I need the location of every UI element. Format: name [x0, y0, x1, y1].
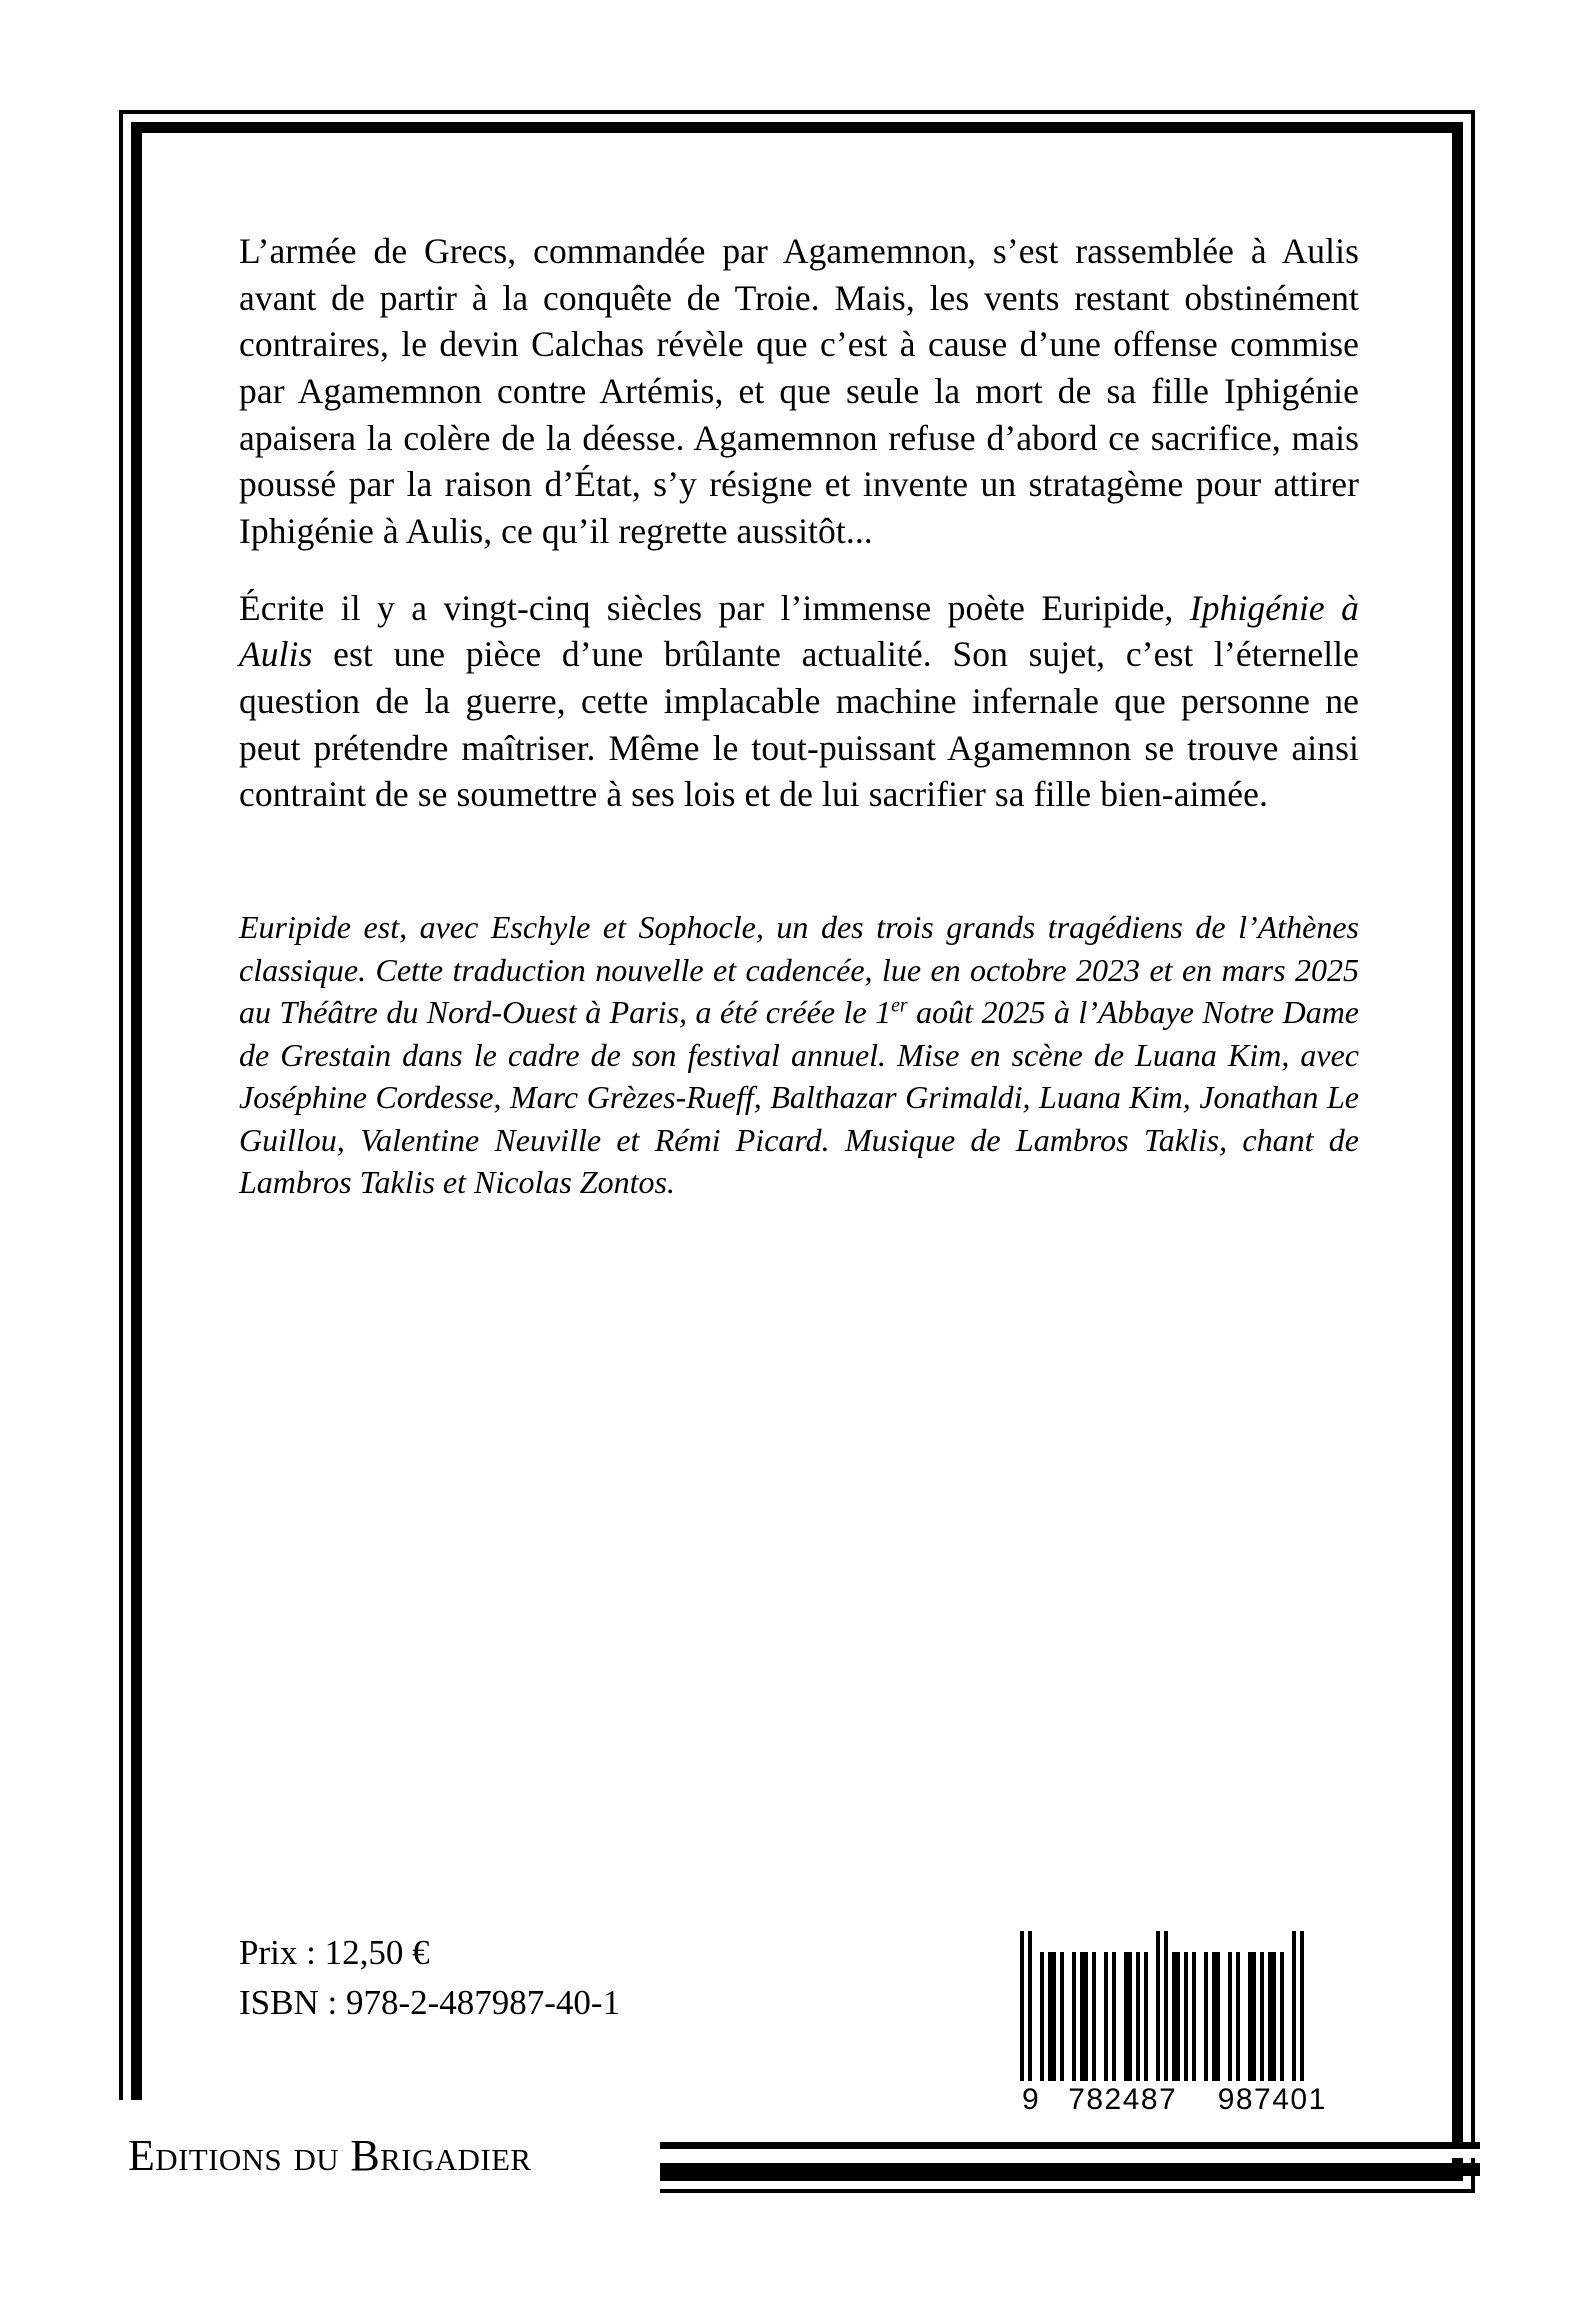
barcode-bars [1020, 1931, 1349, 2081]
publisher-rule-thin [660, 2142, 1480, 2149]
barcode-digit-group-3: 987401 [1217, 2083, 1327, 2116]
production-note-ordinal-suffix: er [891, 994, 908, 1017]
synopsis-paragraph-1: L’armée de Grecs, commandée par Agamemnon, s’est rassemblée à Aulis avant de partir à la conquête de Troie. Mais, les vents restant obstinément contraires, le devin Calchas révèle que c’est à cause d’une offense commise par Agamemnon contre Artémis, et que seule la mort de sa fille Iphigénie apaisera la colère de la déesse. Agamemnon refuse d’abord ce sacrifice, mais poussé par la raison d’État, s’y résigne et invente un stratagème pour attirer Iphigénie à Aulis, ce qu’il regrette aussitôt... [239, 231, 1359, 552]
synopsis-paragraph-2 [239, 585, 1359, 818]
publisher-rule-thick [660, 2163, 1480, 2176]
synopsis-paragraph-2-tail: est une pièce d’une brûlante actualité. Son sujet, c’est l’éternelle question de la guerre, cette implacable machine infernale que personne ne peut prétendre maîtriser. Même le tout-puissant Agamemnon se trouve ainsi contraint de se soumettre à ses lois et de lui sacrifier sa fille bien-aimée. [239, 634, 1359, 815]
price-line: Prix : 12,50 € [239, 1933, 430, 1972]
isbn-barcode [1012, 1925, 1357, 2121]
production-note-part-1: Euripide est, avec Eschyle et Sophocle, un des trois grands tragédiens de l’Athènes classique. Cette traduction nouvelle et cadencée, lue en octobre 2023 et en mars 2025 au Théâtre du Nord-Ouest à Paris, a été créée le 1 [239, 909, 1359, 1031]
barcode-digit-group-2: 782487 [1068, 2083, 1178, 2116]
price-isbn-block [239, 1928, 620, 2027]
barcode-digits [1020, 2083, 1349, 2117]
isbn-line: ISBN : 978-2-487987-40-1 [239, 1982, 621, 2022]
frame-break-mask-right [640, 2148, 1500, 2158]
synopsis-paragraph-2-lead: Écrite il y a vingt-cinq siècles par l’immense poète Euripide, [239, 587, 1190, 628]
production-note [239, 906, 1359, 1204]
publisher-name: Editions du Brigadier [128, 2131, 532, 2180]
barcode-digit-group-1: 9 [1022, 2083, 1041, 2116]
back-cover-text-column [239, 228, 1359, 1204]
play-title: Iphigénie à Aulis [239, 587, 1359, 675]
production-note-part-2: août 2025 à l’Abbaye Notre Dame de Grestain dans le cadre de son festival annuel. Mise en scène de Luana Kim, avec Joséphine Cordesse, Marc Grèzes-Rueff, Balthazar Grimaldi, Luana Kim, Jonathan Le Guillou, Valentine Neuville et Rémi Picard. Musique de Lambros Taklis, chant de Lambros Taklis et Nicolas Zontos. [239, 994, 1360, 1201]
